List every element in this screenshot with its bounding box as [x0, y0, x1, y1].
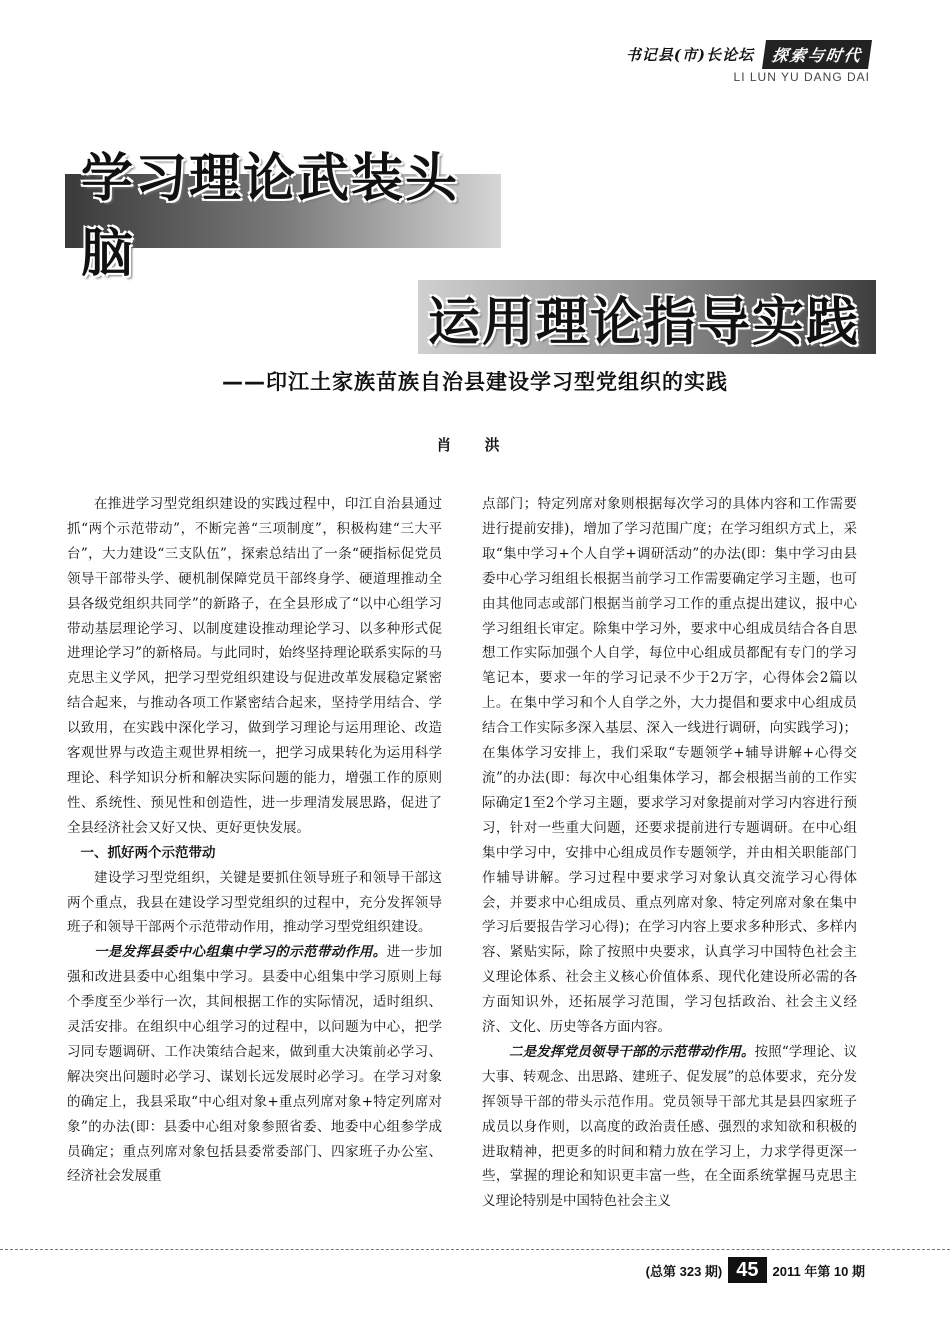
title-line-2-text: 运用理论指导实践 — [428, 292, 861, 353]
point2-body: 按照“学理论、议大事、转观念、出思路、建班子、促发展”的总体要求，充分发挥领导干部的带头示范作用。党员领导干部尤其是县四家班子成员以身作则，以高度的政治责任感、强烈的求知欲和积极的进取精神，把更多的时间和精力放在学习上，力求学得更深一些，掌握的理论和知识更丰富一些，在全面系统掌握马克思主义理论特别是中国特色社会主义 — [482, 1043, 858, 1210]
article-subtitle: ——印江土家族苗族自治县建设学习型党组织的实践 — [222, 370, 728, 394]
point1-lead: 一是发挥县委中心组集中学习的示范带动作用。 — [94, 944, 387, 961]
paragraph-section1: 建设学习型党组织，关键是要抓住领导班子和领导干部这两个重点，我县在建设学习型党组织的过程中，充分发挥领导班子和领导干部两个示范带动作用，推动学习型党组织建设。 — [67, 869, 442, 936]
paragraph-intro: 在推进学习型党组织建设的实践过程中，印江自治县通过抓“两个示范带动”，不断完善“三项制度”，积极构建“三大平台”，大力建设“三支队伍”，探索总结出了一条“硬指标促党员领导干部带头学、硬机制保障党员干部终身学、硬道理推动全县各级党组织共同学”的新路子，在全县形成了“以中心组学习带动基层理论学习、以制度建设推动理论学习、以多种形式促进理论学习”的新格局。与此同时，始终坚持理论联系实际的马克思主义学风，把学习型党组织建设与促进改革发展稳定紧密结合起来，与推动各项工作紧密结合起来，坚持学用结合、学以致用，在实践中深化学习，做到学习理论与运用理论、改造客观世界与改造主观世界相统一，把学习成果转化为运用科学理论、科学知识分析和解决实际问题的能力，增强工作的原则性、系统性、预见性和创造性，进一步理清发展思路，促进了全县经济社会又好又快、更好更快发展。 — [67, 496, 442, 836]
section-heading-1: 一、抓好两个示范带动 — [80, 844, 216, 861]
column-header-row — [626, 40, 870, 69]
year-issue: 2011 年第 10 期 — [772, 1263, 865, 1279]
title-line-2 — [418, 280, 876, 354]
left-column — [67, 492, 442, 1189]
column-title: 书记县(市)长论坛 — [625, 46, 754, 64]
point2-lead: 二是发挥党员领导干部的示范带动作用。 — [509, 1043, 755, 1060]
right-column — [482, 492, 857, 1214]
article-author: 肖 洪 — [436, 436, 514, 454]
page-number: 45 — [728, 1257, 766, 1283]
title-line-1 — [65, 149, 501, 284]
point1-body: 进一步加强和改进县委中心组集中学习。县委中心组集中学习原则上每个季度至少举行一次，其间根据工作的实际情况，适时组织、灵活安排。在组织中心组学习的过程中，以问题为中心，把学习同专题调研、工作决策结合起来，做到重大决策前必学习、解决突出问题时必学习、谋划长远发展时必学习。在学习对象的确定上，我县采取“中心组对象+重点列席对象+特定列席对象”的办法(即：县委中心组对象参照省委、地委中心组参学成员确定；重点列席对象包括县委常委部门、四家班子办公室、经济社会发展重 — [67, 944, 442, 1185]
paragraph-continued: 点部门；特定列席对象则根据每次学习的具体内容和工作需要进行提前安排)，增加了学习范围广度；在学习组织方式上，采取“集中学习+个人自学+调研活动”的办法(即：集中学习由县委中心学习组组长根据当前学习工作需要确定学习主题，也可由其他同志或部门根据当前学习工作的重点提出建议，报中心学习组组长审定。除集中学习外，要求中心组成员结合各自思想工作实际加强个人自学，每位中心组成员都配有专门的学习笔记本，要求一年的学习记录不少于2万字，心得体会2篇以上。在集中学习和个人自学之外，大力提倡和要求中心组成员结合工作实际多深入基层、深入一线进行调研，向实践学习)；在集体学习安排上，我们采取“专题领学+辅导讲解+心得交流”的办法(即：每次中心组集体学习，都会根据当前的工作实际确定1至2个学习主题，要求学习对象提前对学习内容进行预习，针对一些重大问题，还要求提前进行专题调研。在中心组集中学习中，安排中心组成员作专题领学，并由相关职能部门作辅导讲解。学习过程中要求学习对象认真交流学习心得体会，并要求中心组成员、重点列席对象、特定列席对象在集中学习后要报告学习心得)；在学习内容上要求多种形式、多样内容、紧贴实际，除了按照中央要求，认真学习中国特色社会主义理论体系、社会主义核心价值体系、现代化建设所必需的各方面知识外，还拓展学习范围，学习包括政治、社会主义经济、文化、历史等各方面内容。 — [482, 496, 857, 1036]
page-footer — [646, 1257, 865, 1283]
column-header — [626, 40, 870, 84]
paragraph-point1 — [67, 940, 442, 1189]
column-pinyin: LI LUN YU DANG DAI — [733, 70, 870, 84]
title-line-1-text: 学习理论武装头脑 — [81, 149, 460, 284]
column-logo: 探索与时代 — [762, 40, 872, 69]
paragraph-point2 — [482, 1040, 857, 1214]
issue-total: (总第 323 期) — [645, 1263, 723, 1279]
footer-rule — [0, 1249, 950, 1250]
